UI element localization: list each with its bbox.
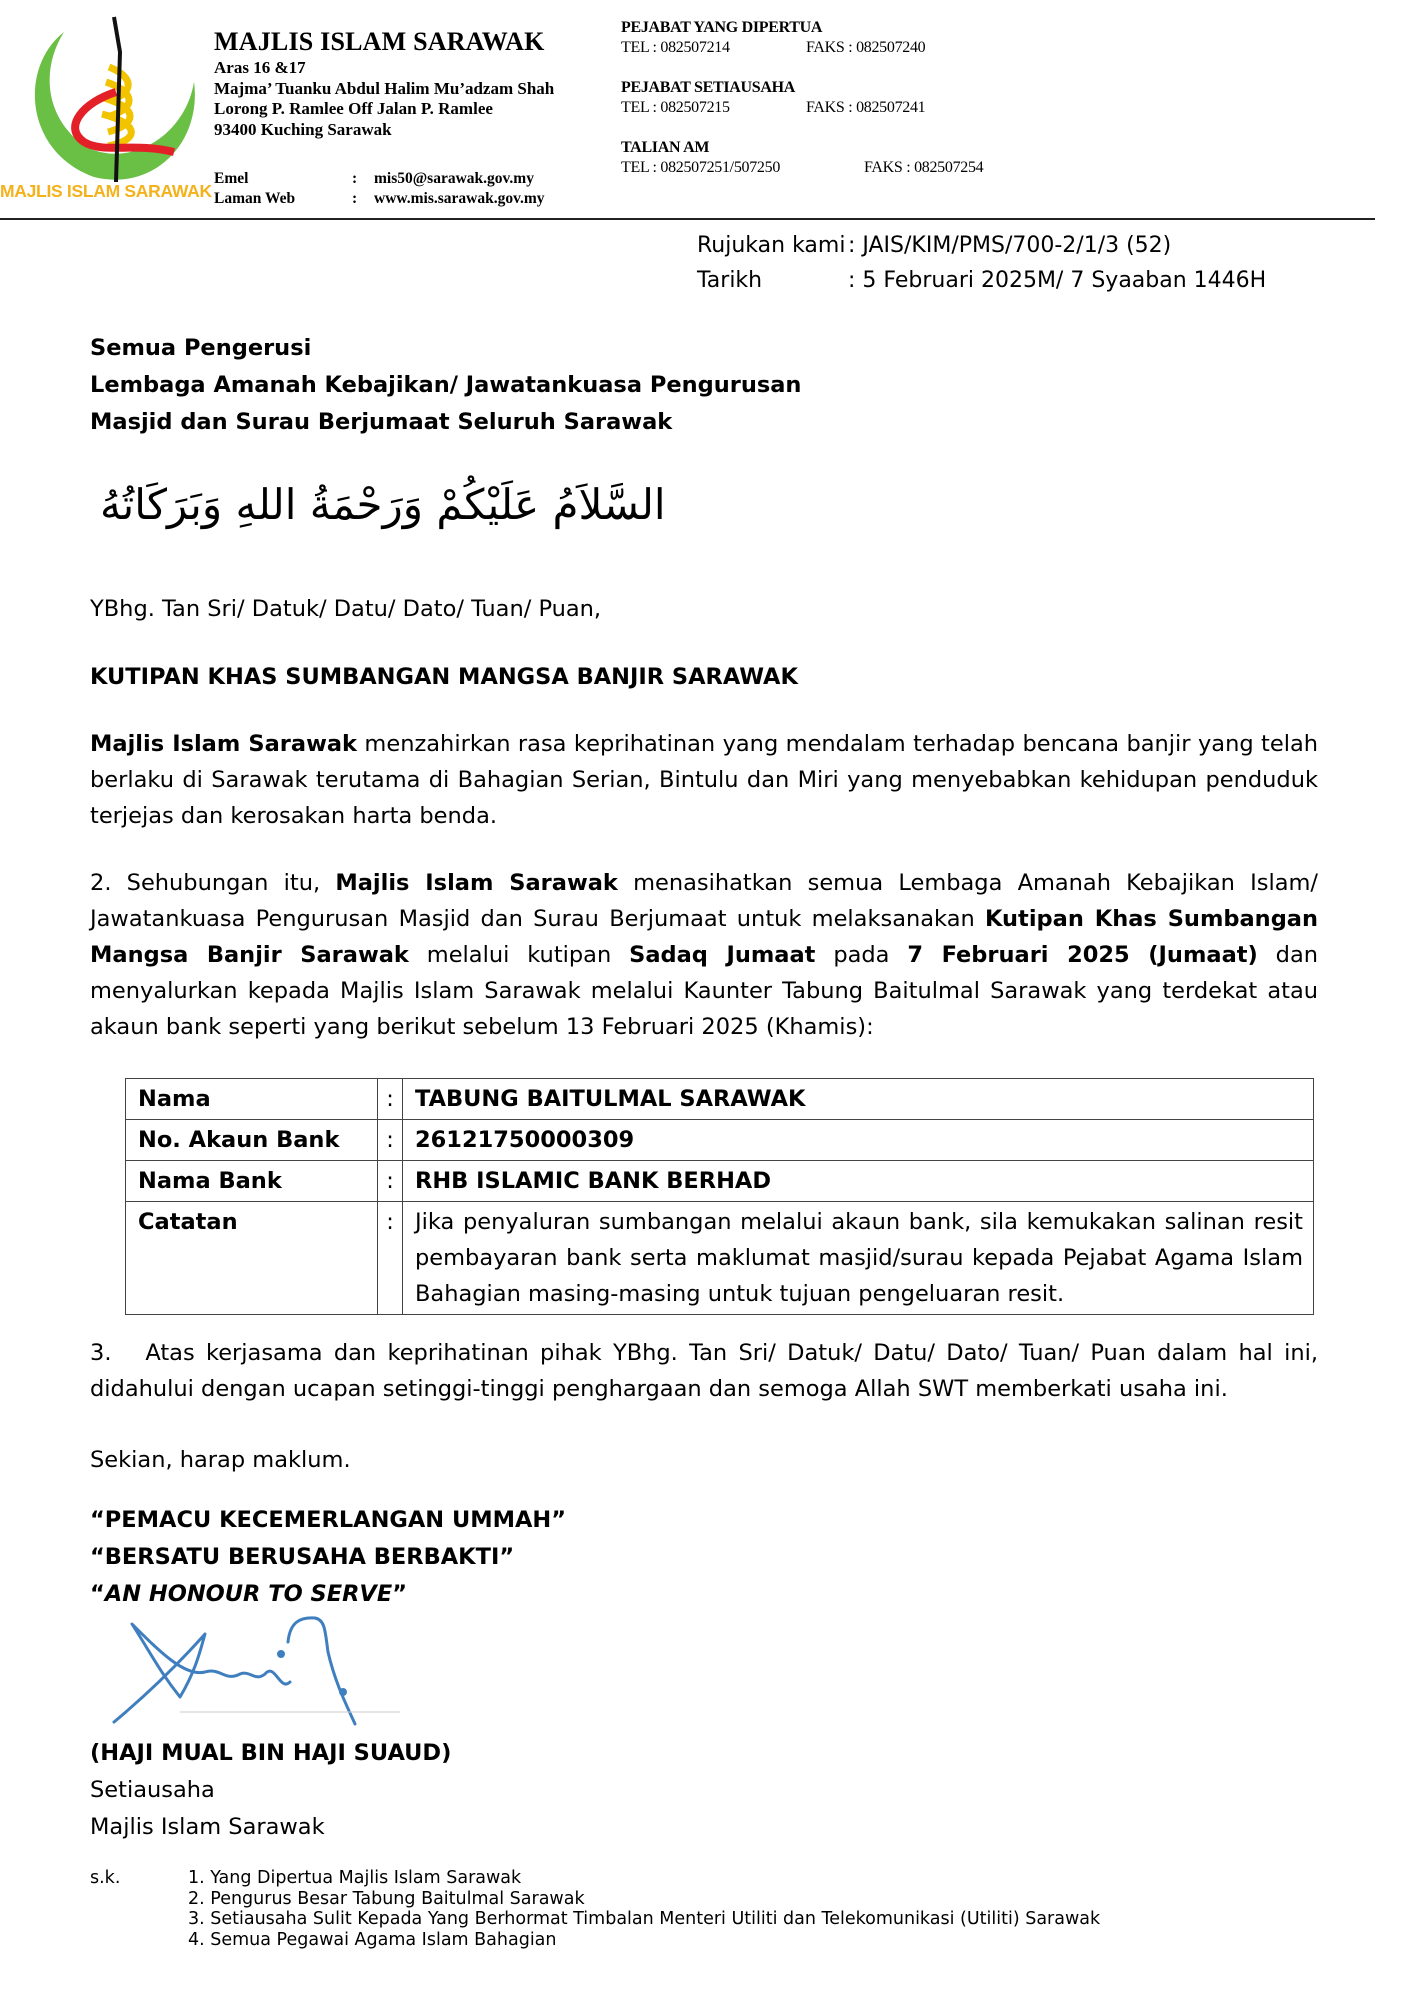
para1-bold: Majlis Islam Sarawak xyxy=(90,731,358,757)
address-line: 93400 Kuching Sarawak xyxy=(214,119,392,139)
para2-bold: Kutipan Khas Sumbangan Mangsa Banjir Sarawak xyxy=(90,906,1319,968)
contact-label: Laman Web xyxy=(214,190,296,207)
motto-line: “BERSATU BERUSAHA BERBAKTI” xyxy=(90,1544,515,1570)
para2-bold: 7 Februari 2025 (Jumaat) xyxy=(907,942,1258,968)
closing-line: Sekian, harap maklum. xyxy=(90,1447,351,1473)
table-row xyxy=(126,1120,1314,1161)
row-separator: : xyxy=(378,1161,403,1202)
office-fax: FAKS : 082507254 xyxy=(864,159,984,176)
para3-number: 3. xyxy=(90,1340,112,1366)
contact-info xyxy=(214,169,545,209)
recipient-line: Semua Pengerusi xyxy=(90,335,312,361)
copy-to-list xyxy=(90,1868,1100,1950)
office-tel: TEL : 082507214 xyxy=(621,39,730,56)
copy-to-item: 2. Pengurus Besar Tabung Baitulmal Sarawak xyxy=(188,1888,585,1909)
contact-separator: : xyxy=(352,190,358,207)
website-link[interactable]: www.mis.sarawak.gov.my xyxy=(374,190,545,207)
table-row xyxy=(126,1202,1314,1315)
note-text: Jika penyaluran sumbangan melalui akaun bank, sila kemukakan salinan resit pembayaran bank serta maklumat masjid/surau kepada Pejabat Agama Islam Bahagian masing-masing untuk tujuan pengeluaran resit. xyxy=(403,1202,1314,1315)
address-line: Majma’ Tuanku Abdul Halim Mu’adzam Shah xyxy=(214,78,555,98)
copy-to-label: s.k. xyxy=(90,1868,121,1888)
copy-to-item: 4. Semua Pegawai Agama Islam Bahagian xyxy=(188,1929,557,1950)
para2-text: dan menyalurkan kepada Majlis Islam Sarawak melalui Kaunter Tabung Baitulmal Sarawak yang terdekat atau akaun bank seperti yang berikut sebelum 13 Februari 2025 (Khamis): xyxy=(90,942,1319,1040)
motto-line xyxy=(90,1576,566,1613)
copy-to-item: 3. Setiausaha Sulit Kepada Yang Berhormat Timbalan Menteri Utiliti dan Telekomunikasi (Utiliti) Sarawak xyxy=(188,1909,1101,1929)
reference-label: Rujukan kami xyxy=(697,233,846,258)
para3-text: Atas kerjasama dan keprihatinan pihak YBhg. Tan Sri/ Datuk/ Datu/ Dato/ Tuan/ Puan dalam hal ini, didahului dengan ucapan setinggi-tinggi penghargaan dan semoga Allah SWT memberkati usaha ini. xyxy=(90,1340,1326,1402)
address-line: Lorong P. Ramlee Off Jalan P. Ramlee xyxy=(214,99,493,118)
contact-separator: : xyxy=(352,170,358,187)
copy-to-item: 1. Yang Dipertua Majlis Islam Sarawak xyxy=(188,1868,522,1888)
signatory-name: (HAJI MUAL BIN HAJI SUAUD) xyxy=(90,1740,452,1766)
office-setiausaha xyxy=(621,78,983,118)
para2-text: melalui kutipan xyxy=(408,942,630,968)
bank-details-table xyxy=(125,1078,1314,1315)
mottos-block xyxy=(90,1502,566,1613)
office-fax: FAKS : 082507241 xyxy=(806,99,926,116)
address-line: Aras 16 &17 xyxy=(214,58,306,77)
majlis-islam-sarawak-logo xyxy=(24,12,204,187)
contact-label: Emel xyxy=(214,170,249,187)
para2-bold: Majlis Islam Sarawak xyxy=(335,870,618,896)
office-talian-am xyxy=(621,138,983,178)
signature-image xyxy=(110,1612,400,1732)
row-key: Nama xyxy=(126,1079,378,1120)
para2-text: pada xyxy=(815,942,908,968)
date-value: : 5 Februari 2025M/ 7 Syaaban 1446H xyxy=(848,268,1267,293)
table-row xyxy=(126,1079,1314,1120)
office-fax: FAKS : 082507240 xyxy=(806,39,926,56)
para2-text: Sehubungan itu, xyxy=(111,870,336,896)
motto-italic: AN HONOUR TO SERVE xyxy=(104,1581,393,1607)
signatory-block xyxy=(90,1735,451,1846)
org-address-block xyxy=(214,26,554,140)
signatory-org: Majlis Islam Sarawak xyxy=(90,1814,325,1840)
recipient-line: Masjid dan Surau Berjumaat Seluruh Sarawak xyxy=(90,409,673,435)
account-name: TABUNG BAITULMAL SARAWAK xyxy=(403,1079,1314,1120)
para2-text: menasihatkan semua Lembaga Amanah Kebajikan Islam/ Jawatankuasa Pengurusan Masjid dan Surau Berjumaat untuk melaksanakan xyxy=(90,870,1318,932)
motto-line: “PEMACU KECEMERLANGAN UMMAH” xyxy=(90,1507,567,1533)
subject-heading: KUTIPAN KHAS SUMBANGAN MANGSA BANJIR SARAWAK xyxy=(90,664,798,690)
office-contacts xyxy=(621,18,983,198)
account-number: 26121750000309 xyxy=(403,1120,1314,1161)
signatory-title: Setiausaha xyxy=(90,1777,215,1803)
paragraph-3 xyxy=(90,1335,1326,1407)
table-row xyxy=(126,1161,1314,1202)
office-title: TALIAN AM xyxy=(621,139,710,156)
salam-arabic: السَّلاَمُ عَلَيْكُمْ وَرَحْمَةُ اللهِ وَبَرَكَاتُهُ xyxy=(100,480,666,529)
office-title: PEJABAT YANG DIPERTUA xyxy=(621,19,823,36)
para2-number: 2. xyxy=(90,870,112,896)
office-tel: TEL : 082507215 xyxy=(621,99,730,116)
office-dipertua xyxy=(621,18,983,58)
recipient-block xyxy=(90,330,801,441)
row-key: Nama Bank xyxy=(126,1161,378,1202)
paragraph-1 xyxy=(90,726,1318,834)
paragraph-2 xyxy=(90,865,1318,1045)
para1-text: menzahirkan rasa keprihatinan yang mendalam terhadap bencana banjir yang telah berlaku di Sarawak terutama di Bahagian Serian, Bintulu dan Miri yang menyebabkan kehidupan penduduk terjejas dan kerosakan harta benda. xyxy=(90,731,1318,829)
quote-close: ” xyxy=(392,1581,408,1607)
logo-caption: MAJLIS ISLAM SARAWAK xyxy=(0,181,212,201)
reference-number: : JAIS/KIM/PMS/700-2/1/3 (52) xyxy=(848,233,1172,258)
quote-open: “ xyxy=(90,1581,105,1607)
org-name: MAJLIS ISLAM SARAWAK xyxy=(214,27,545,56)
para2-bold: Sadaq Jumaat xyxy=(629,942,816,968)
office-title: PEJABAT SETIAUSAHA xyxy=(621,79,796,96)
row-separator: : xyxy=(378,1079,403,1120)
email-link[interactable]: mis50@sarawak.gov.my xyxy=(374,170,534,187)
bank-name: RHB ISLAMIC BANK BERHAD xyxy=(403,1161,1314,1202)
row-key: No. Akaun Bank xyxy=(126,1120,378,1161)
header-divider xyxy=(0,218,1375,220)
row-separator: : xyxy=(378,1202,403,1315)
contact-email-row xyxy=(214,169,545,189)
greeting: YBhg. Tan Sri/ Datuk/ Datu/ Dato/ Tuan/ Puan, xyxy=(90,596,602,622)
office-tel: TEL : 082507251/507250 xyxy=(621,159,781,176)
recipient-line: Lembaga Amanah Kebajikan/ Jawatankuasa Pengurusan xyxy=(90,372,802,398)
date-label: Tarikh xyxy=(697,268,763,293)
reference-block xyxy=(697,228,1266,298)
row-key: Catatan xyxy=(126,1202,378,1315)
row-separator: : xyxy=(378,1120,403,1161)
contact-web-row xyxy=(214,189,545,209)
